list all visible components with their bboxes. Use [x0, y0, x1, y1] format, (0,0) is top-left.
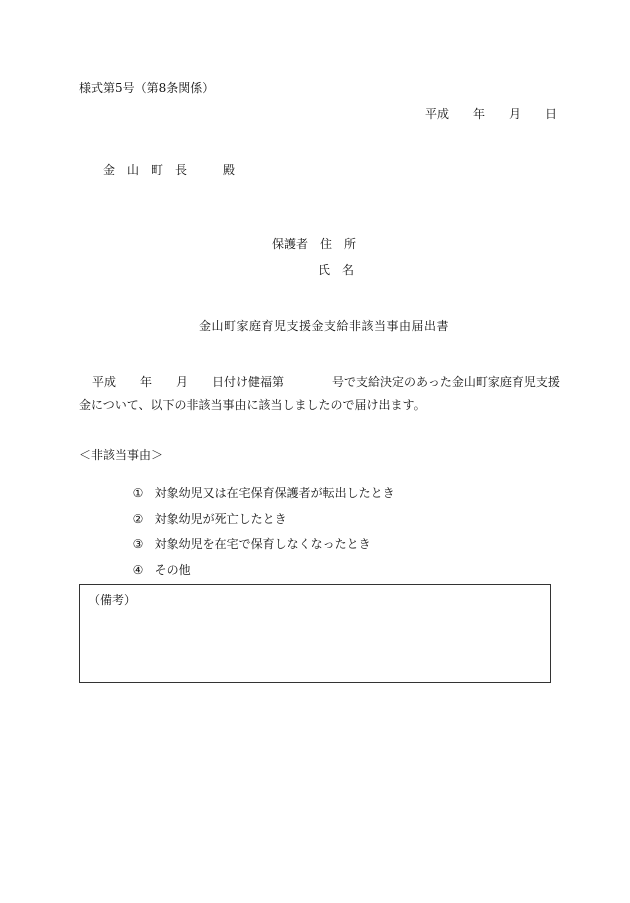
remarks-box[interactable] — [79, 584, 551, 683]
remarks-label: （備考） — [88, 593, 137, 607]
guardian-name-label: 氏 名 — [318, 263, 355, 277]
reason-item — [125, 475, 395, 499]
addressee: 金 山 町 長 殿 — [103, 163, 236, 177]
guardian-address-label: 保護者 住 所 — [272, 237, 357, 251]
reason-text: その他 — [154, 563, 191, 577]
reason-number: ③ — [132, 537, 144, 551]
reason-item — [125, 526, 371, 550]
form-number: 様式第5号（第8条関係） — [79, 81, 215, 95]
reason-text: 対象幼児が死亡したとき — [154, 512, 287, 526]
reason-item — [125, 552, 191, 576]
reason-number: ④ — [132, 563, 144, 577]
reason-item — [125, 501, 287, 525]
reason-number: ① — [132, 486, 144, 500]
reasons-heading: ＜非該当事由＞ — [79, 448, 164, 462]
reason-text: 対象幼児を在宅で保育しなくなったとき — [154, 537, 371, 551]
document-title: 金山町家庭育児支援金支給非該当事由届出書 — [199, 319, 450, 333]
date-line: 平成 年 月 日 — [425, 107, 558, 121]
body-text-line-2: 金について、以下の非該当事由に該当しましたので届け出ます。 — [79, 398, 426, 412]
reason-number: ② — [132, 512, 144, 526]
reason-text: 対象幼児又は在宅保育保護者が転出したとき — [154, 486, 395, 500]
body-text-line-1: 平成 年 月 日付け健福第 号で支給決定のあった金山町家庭育児支援 — [92, 375, 560, 389]
